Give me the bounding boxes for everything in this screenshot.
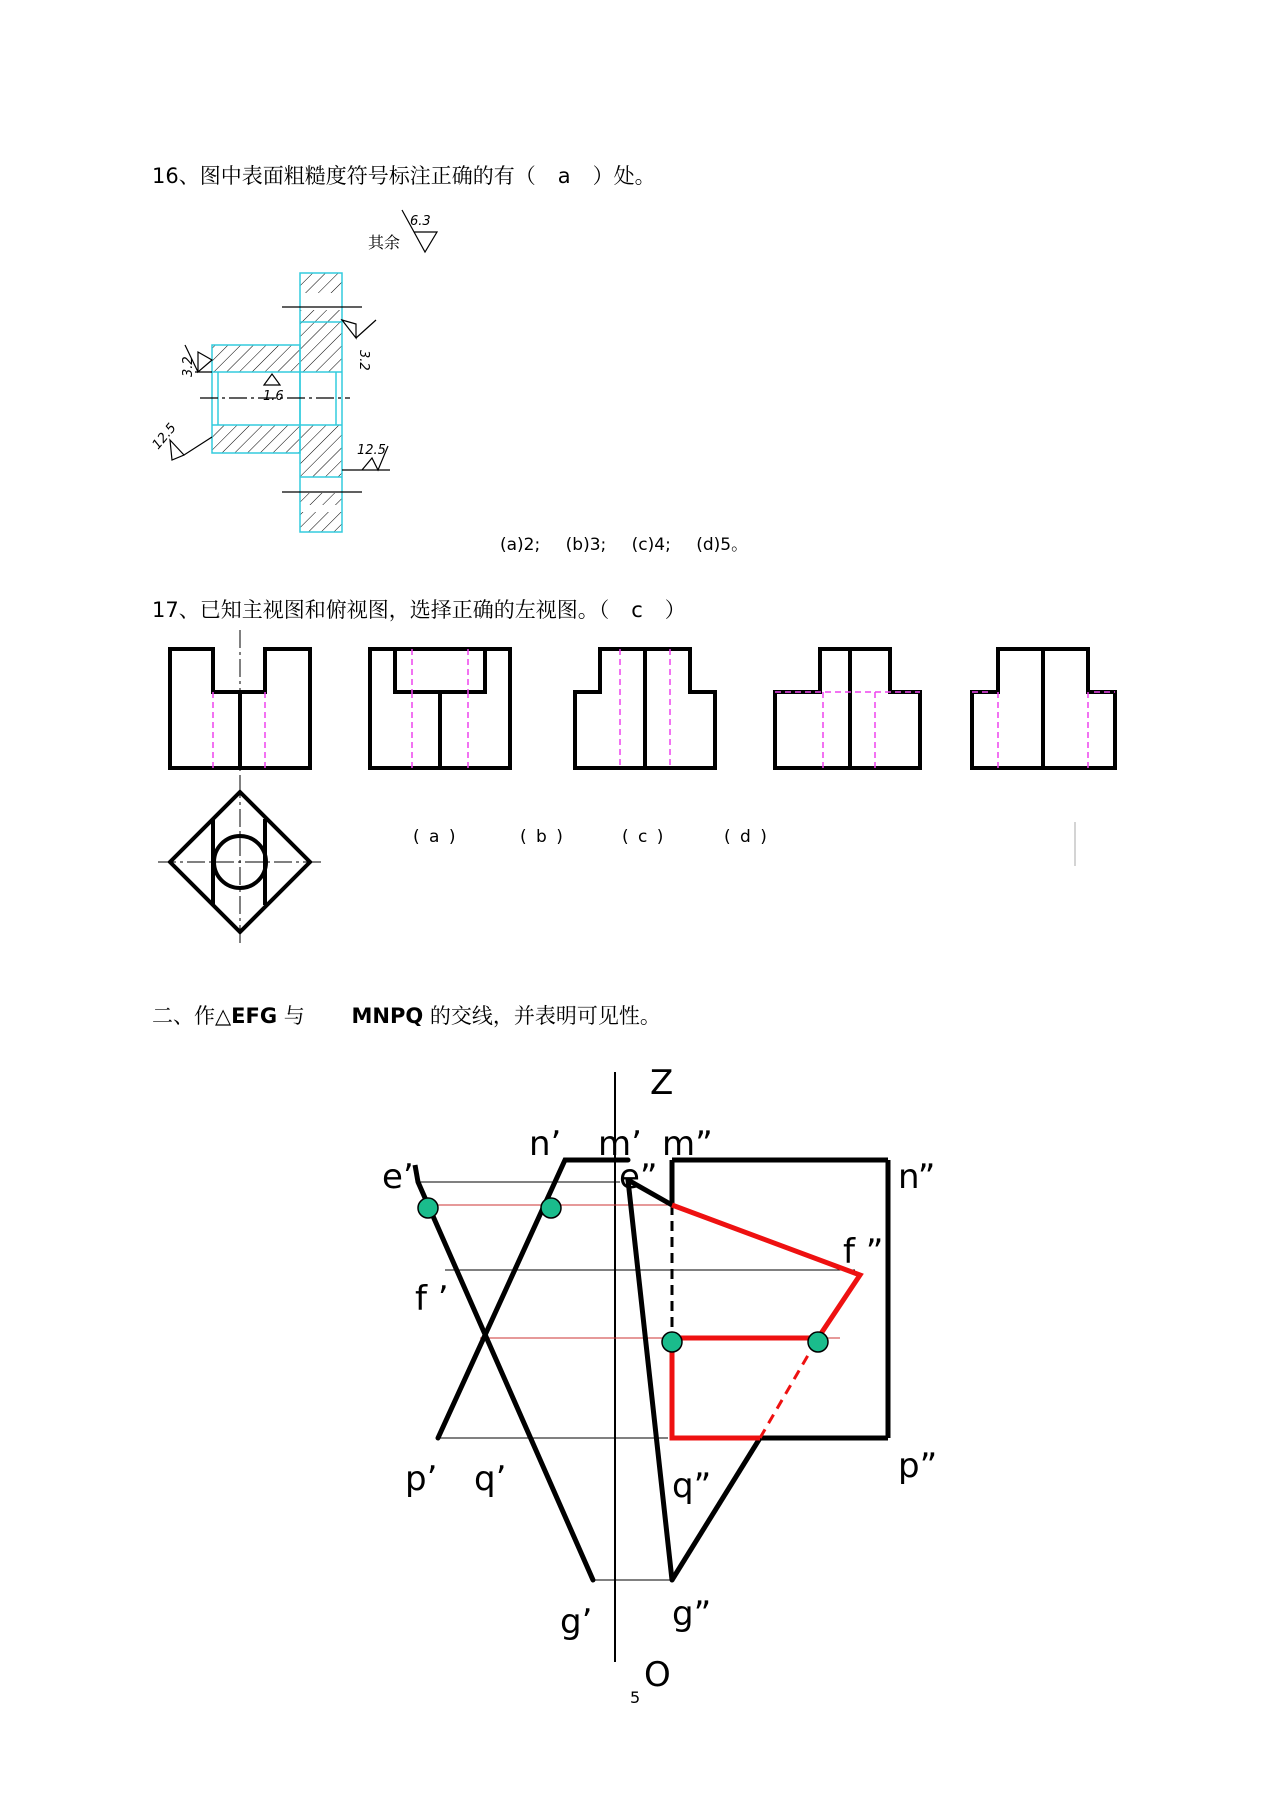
q2-suffix: 的交线，并表明可见性。 [429,1004,661,1028]
intersection-polygon [672,1205,860,1438]
q17-suffix: ） [664,598,686,622]
hatch-top-flange [300,273,342,293]
front-view-lines [418,1160,672,1580]
q2-mnpq: MNPQ [351,1004,424,1028]
label-o: O [644,1655,671,1695]
label-e-dprime: e” [619,1157,658,1197]
label-p-prime: p’ [405,1459,438,1499]
hatch-top-flange-2 [300,310,342,322]
q2-mid: 与 [283,1004,305,1028]
point-1 [418,1198,438,1218]
q16-option-b: (b)3; [565,535,607,555]
label-g-dprime: g” [672,1594,712,1634]
label-e-prime: e’ [382,1157,414,1197]
q16-option-d: (d)5。 [696,535,749,555]
label-n-dprime: n” [898,1157,936,1197]
label-p-dprime: p” [898,1446,938,1486]
label-m-dprime: m” [662,1124,713,1164]
hatch-lower-body [212,425,342,477]
q2-prefix: 二、作△ [152,1004,232,1028]
q17-option-b: ( b ) [520,827,565,847]
q16-option-a: (a)2; [500,535,541,555]
rest-label: 其余 [368,233,401,252]
mark-right-3-2: 3.2 [356,350,371,371]
q17-option-a: ( a ) [413,827,458,847]
mark-right-12-5: 12.5 [357,443,386,458]
projection-drawing [382,1063,937,1695]
point-4 [808,1332,828,1352]
point-3 [662,1332,682,1352]
part-black-lines [195,307,390,492]
page-number: 5 [630,1688,641,1707]
q16-option-c: (c)4; [631,535,671,555]
hatch-bottom-flange [300,493,342,505]
q16-answer: a [557,164,571,188]
q17-option-d: ( d ) [724,827,769,847]
q2-efg: EFG [231,1004,278,1028]
mark-1-6: 1.6 [263,389,284,404]
q17-option-c: ( c ) [622,827,666,847]
rest-value: 6.3 [410,214,431,229]
q17-option-d-drawing [972,649,1115,768]
label-f-prime: f ’ [415,1279,449,1319]
mark-left-3-2: 3.2 [181,356,196,377]
label-g-prime: g’ [560,1602,593,1642]
mark-left-12-5: 12.5 [149,420,180,453]
intersection-points [418,1198,828,1352]
q17-top-centerlines [158,780,322,944]
q16-part-drawing [150,210,437,532]
q17-option-a-drawing [370,649,510,768]
label-m-prime: m’ [598,1124,642,1164]
g2-line [672,1438,760,1580]
q17-option-c-drawing [775,649,920,768]
q17-option-b-drawing [575,649,715,768]
hatch-bottom-flange-2 [300,512,342,532]
e-prime-tick [415,1165,418,1182]
point-2 [541,1198,561,1218]
label-q-prime: q’ [474,1459,507,1499]
side-view-rect [628,1160,888,1438]
label-z: Z [650,1063,674,1103]
label-f-dprime: f ” [843,1232,884,1272]
q16-suffix: ）处。 [592,164,656,188]
label-q-dprime: q” [672,1466,712,1506]
q17-answer: c [631,598,643,622]
q16-prefix: 16、图中表面粗糙度符号标注正确的有（ [152,164,536,188]
q17-prefix: 17、已知主视图和俯视图，选择正确的左视图。（ [152,598,610,622]
label-n-prime: n’ [529,1124,562,1164]
hatch-upper-body [212,322,342,372]
hidden-red-segment [760,1338,818,1438]
